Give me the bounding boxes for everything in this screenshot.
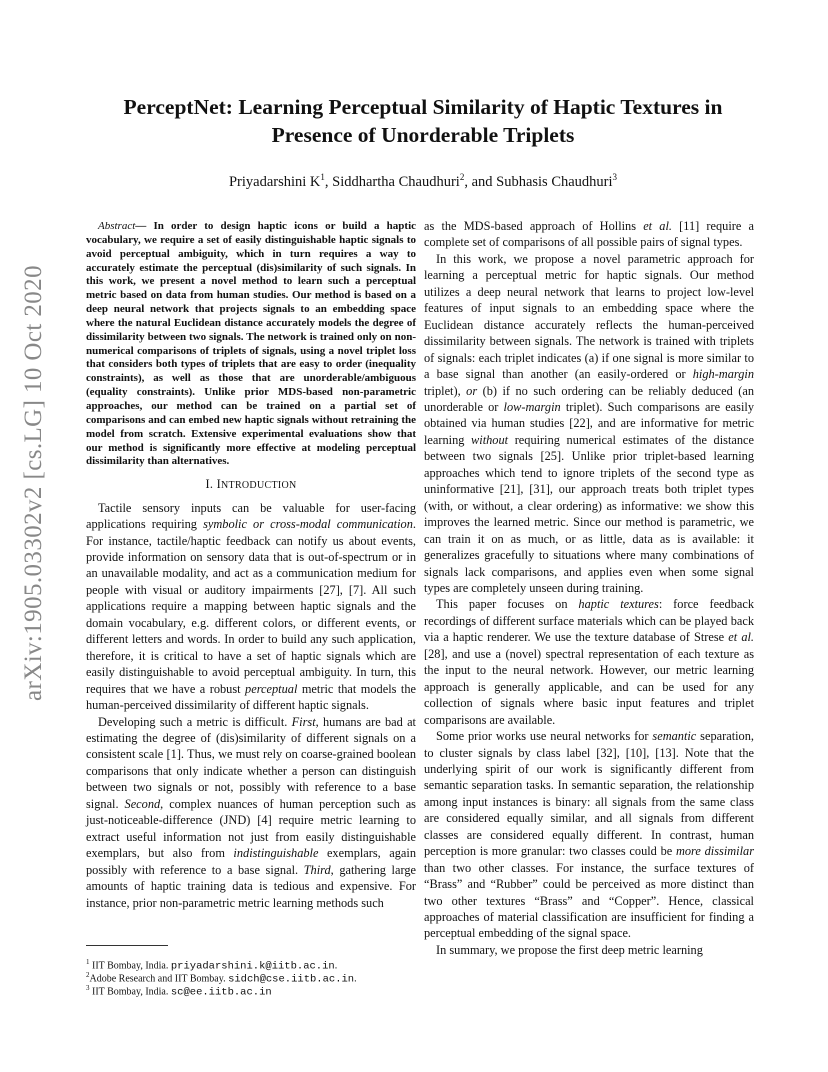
emphasis: First xyxy=(291,714,316,729)
paper-title xyxy=(90,93,756,149)
paragraph: In summary, we propose the first deep metric learning xyxy=(436,942,703,957)
abstract xyxy=(86,220,416,469)
text-span: , humans are bad at estimating the degree of (dis)similarity of different signals on a consistent scale [1]. Thus, we must rely on coarse-grained boolean comparisons that only indicate whether a person can distinguish between two signals or not, possibly with reference to a base signal. xyxy=(86,714,416,811)
footnote-mark: 1 xyxy=(86,958,90,966)
emphasis: without xyxy=(471,432,509,447)
emphasis: or xyxy=(466,383,478,398)
emphasis: Third xyxy=(303,862,331,877)
section-number: I. xyxy=(205,477,217,492)
text-span: metric that models the human-perceived dissimilarity of different haptic signals. xyxy=(86,681,416,713)
emphasis: et al. xyxy=(728,630,755,645)
text-span: requiring numerical estimates of the distance between two signals [25]. Unlike prior triplet-based learning approaches which tend to ignore triplets of the second type as uninformative [21], [31], our approach treats both triplet types (with, or without, a clear ordering) as informative: we show this improves the learned metric. Since our method is parametric, we can train it on as much, or as little, data as is available: it generalizes gracefully to situations where many combinations of signals lack comparisons, and applies even when some signal types are completely unseen during training. xyxy=(424,432,754,595)
text-span: , complex nuances of human perception such as just-noticeable-difference (JND) [4] require metric learning to extract useful information not just from easily distinguishable exemplars, but also from xyxy=(86,796,416,861)
text-span: [11] require a complete set of comparisons of all possible pairs of signal types. xyxy=(424,219,755,250)
section-initial: I xyxy=(216,477,222,492)
footnote-mark: 2 xyxy=(86,971,90,979)
text-span: : force feedback recordings of different surface materials which can be played back via a haptic renderer. We use the texture database of Strese xyxy=(424,597,754,645)
author-list xyxy=(90,172,756,191)
text-span: [28], and use a (novel) spectral representation of each texture as the input to the neural network. However, our metric learning approach is generally applicable, and can be used for any collection of signals where basic input features and triplet comparisons are available. xyxy=(424,646,754,727)
emphasis: more dissimilar xyxy=(675,844,754,859)
section-heading xyxy=(86,476,416,494)
emphasis: symbolic or cross-modal communication xyxy=(203,517,413,532)
abstract-label: Abstract xyxy=(98,220,136,232)
paragraph xyxy=(86,500,416,714)
footnote-rule xyxy=(86,945,168,946)
emphasis: high-margin xyxy=(692,367,754,382)
text-span: than two other classes. For instance, the surface textures of “Brass” and “Rubber” could be perceived as more distinct than two other textures “Brass” and “Copper”. Hence, classical approaches of material classification are insufficient for finding a perceptual embedding of the signal space. xyxy=(424,860,754,941)
emphasis: indistinguishable xyxy=(233,846,319,861)
text-span: as the MDS-based approach of Hollins xyxy=(424,219,644,233)
text-span: (b) if no such ordering can be reliably deduced (an unorderable or xyxy=(424,383,754,414)
title-line: Presence of Unorderable Triplets xyxy=(271,123,575,147)
text-span: In this work, we propose a novel parametric approach for learning a perceptual metric for haptic signals. Our method utilizes a deep neural network that learns to project low-level features of input signals to an embedding space where the Euclidean distance accurately reflects the human-perceived dissimilarity between signals. The network is trained with triplets of signals: each triplet indicates (a) if one signal is more similar to a base signal than another (an easily-ordered or xyxy=(424,251,754,382)
footnote-text: IIT Bombay, India. xyxy=(89,986,171,998)
footnote-mark: 3 xyxy=(86,984,90,992)
footnote-end: . xyxy=(334,960,338,972)
author-name: , and Subhasis Chaudhuri xyxy=(464,173,613,190)
text-span: triplet), xyxy=(424,383,467,398)
right-column xyxy=(424,218,754,958)
paragraph xyxy=(424,596,754,728)
affiliation-mark: 1 xyxy=(320,172,325,182)
footnote-text: Adobe Research and IIT Bombay. xyxy=(89,973,229,985)
left-column xyxy=(86,220,416,911)
email-link[interactable]: sidch@cse.iitb.ac.in xyxy=(228,973,355,986)
paragraph xyxy=(424,218,754,251)
author-name: , Siddhartha Chaudhuri xyxy=(324,173,460,190)
affiliation-mark: 3 xyxy=(612,172,618,182)
emphasis: Second xyxy=(124,796,161,811)
text-span: Developing such a metric is difficult. xyxy=(98,714,292,729)
text-span: . For instance, tactile/haptic feedback can notify us about events, provide information on sensory data that is out-of-spectrum or in an unavailable modality, and act as a communication medium for people with visual or auditory impairments [27], [7]. All such applications require a mapping between haptic signals and the domain vocabulary, e.g. different colors, or different events, or different letters and words. In order to build any such application, therefore, it is critical to have a set of haptic signals which are easily distinguishable to avoid perceptual ambiguity. In turn, this requires that we have a robust xyxy=(86,517,416,696)
text-span: , gathering large amounts of haptic training data is tedious and expensive. For instance, prior non-parametric metric learning methods such xyxy=(86,862,416,910)
paragraph xyxy=(424,728,754,942)
title-line: PerceptNet: Learning Perceptual Similarity of Haptic Textures in xyxy=(123,95,723,119)
email-link[interactable]: priyadarshini.k@iitb.ac.in xyxy=(170,960,335,973)
abstract-text: In order to design haptic icons or build a haptic vocabulary, we require a set of easily distinguishable haptic signals to avoid perceptual ambiguity, which in turn requires a way to accurately estimate the perceptual (dis)similarity of such signals. In this work, we present a novel method to learn such a perceptual metric based on data from human studies. Our method is based on a deep neural network that projects signals to an embedding space where the natural Euclidean distance accurately models the degree of dissimilarity between two signals. The network is trained only on non-numerical comparisons of triplets of signals, using a novel triplet loss that considers both types of triplets that are easy to order (inequality constraints), as well as those that are unorderable/ambiguous (equality constraints). Unlike prior MDS-based non-parametric approaches, our method can be trained on a partial set of comparisons and can embed new haptic signals without retraining the model from scratch. Extensive experimental evaluations show that our method is significantly more effective at modeling perceptual dissimilarity than alternatives. xyxy=(86,220,417,468)
emphasis: et al. xyxy=(643,219,672,233)
author-name: Priyadarshini K xyxy=(228,173,321,190)
emphasis: semantic xyxy=(652,729,697,744)
footnote-text: IIT Bombay, India. xyxy=(89,960,171,972)
text-span: Some prior works use neural networks for xyxy=(436,729,653,744)
arxiv-identifier xyxy=(8,265,60,701)
text-span: This paper focuses on xyxy=(436,597,579,612)
emphasis: perceptual xyxy=(245,681,298,696)
email-link[interactable]: sc@ee.iitb.ac.in xyxy=(170,986,272,999)
section-rest: NTRODUCTION xyxy=(221,480,297,492)
text-span: Tactile sensory inputs can be valuable for user-facing applications requiring xyxy=(86,500,416,532)
paragraph xyxy=(424,251,754,597)
footnote xyxy=(86,982,416,999)
emphasis: haptic textures xyxy=(578,597,659,612)
abstract-dash: — xyxy=(135,220,154,232)
footnote-end: . xyxy=(354,973,357,985)
text-span: triplet). Such comparisons are easily obtained via human studies [22], and are informative for metric learning xyxy=(424,399,754,447)
text-span: exemplars, again possibly with reference to a base signal. xyxy=(86,846,416,877)
emphasis: low-margin xyxy=(503,399,561,414)
paragraph xyxy=(86,714,416,911)
text-span: separation, to cluster signals by class label [32], [10], [13]. Note that the underlying spirit of our work is significantly different from semantic separation tasks. In semantic separation, the relationship among input instances is binary: all signals from the same class are considered equally similar, and all signals from different classes are considered equally different. In contrast, human perception is more granular: two classes could be xyxy=(424,729,754,859)
affiliation-mark: 2 xyxy=(459,172,465,182)
arxiv-id-text: arXiv:1905.03302v2 [cs.LG] 10 Oct 2020 xyxy=(20,265,47,701)
